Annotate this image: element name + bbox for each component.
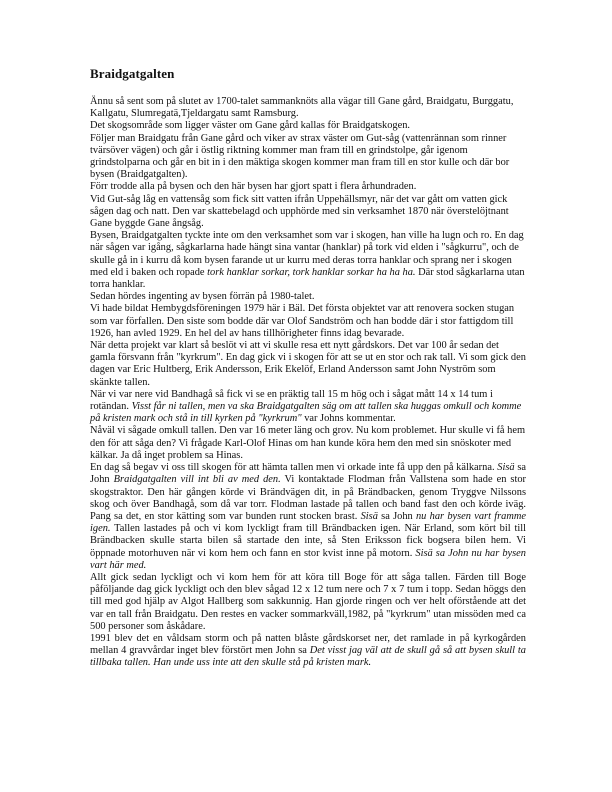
text-run: En dag så begav vi oss till skogen för att hämta tallen men vi orkade inte få upp den på kälkarna. (90, 462, 498, 474)
italic-text: Sisä (497, 462, 515, 474)
text-run: Följer man Braidgatu från Gane gård och viker av strax väster om Gut-såg (vattenrännan som rinner tvärsöver vägen) och går i östlig riktning kommer man fram till en grindstolpe, går igenom grindstolparna och går en bit in i den mäktiga skogen kommer man fram till en stor kulle och där bor bysen (Braidgatgalten). (90, 132, 510, 181)
paragraph (90, 462, 526, 572)
text-run: Där stod sågkarlarna utan torra hanklar. (90, 266, 525, 291)
paragraph (90, 181, 526, 193)
text-run: Det skogsområde som ligger väster om Gane gård kallas för Braidgatskogen. (90, 120, 411, 132)
paragraph (90, 230, 526, 291)
italic-text: tork hanklar sorkar, tork hanklar sorkar ha ha ha. (207, 266, 416, 278)
paragraph (90, 572, 526, 633)
text-run: När vi var nere vid Bandhagå så fick vi se en präktig tall 15 m hög och i sågat mått 14 x 14 tum i rotändan. (90, 388, 493, 413)
text-run: När detta projekt var klart så beslöt vi att vi skulle resa ett nytt gårdskors. Det var 100 år sedan det gamla försvann från "kyrkrum". En dag gick vi i skogen för att se ut en stor och rak tall. Vi som gick den dagen var Eric Hultberg, Erik Andersson, Erik Ekelöf, Erland Andersson samt John Nyström som skänkte tallen. (90, 340, 526, 388)
text-run: Vid Gut-såg låg en vattensåg som fick sitt vatten ifrån Uppehällsmyr, när det var gått om vatten gick sågen dag och natt. Den var skattebelagd och upphörde med sin verksamhet 1870 när överstelöjtnant Gane byggde Gane ångsåg. (90, 193, 509, 230)
paragraph (90, 303, 526, 340)
text-run: Nåväl vi sågade omkull tallen. Den var 16 meter läng och grov. Nu kom problemet. Hur skulle vi få hem den för att såga den? Vi frågade Karl-Olof Hinas om han kunde köra hem den med sin snöskoter med kälkar. Ja då inget problem sa Hinas. (90, 425, 526, 461)
italic-text: Visst får ni tallen, men va ska Braidgatgalten säg om att tallen ska huggas omkull och komme på kristen mark och stå in till kyrken på "kyrkrum" (90, 401, 522, 425)
text-run: Vi kontaktade Flodman från Vallstena som hade en stor skogstraktor. Den här gången körde vi Brändvägen dit, in på Brändbacken, genom Tryggve Nilssons skog och över Bandhagå, som då var torr. Flodman lastade på tallen och band fast den och körde iväg. Pang sa det, en stor kätting som var bunden runt stocken brast. (90, 474, 526, 522)
text-run: Tallen lastades på och vi kom lyckligt fram till Brändbacken igen. När Erland, som kört bil till Brändbacken skulle starta bilen så startade den inte, så Sten Eriksson fick bogsera bilen hem. Vi öppnade motorhuven när vi kom hem och fann en stor kvist inne på motorn. (90, 523, 526, 559)
text-run: Ännu så sent som på slutet av 1700-talet sammanknöts alla vägar till Gane gård, Braidgatu, Burggatu, Kallgatu, Slumregatä,Tjeldargatu samt Ramsburg. (90, 96, 514, 120)
paragraph (90, 194, 526, 231)
paragraph (90, 340, 526, 389)
text-run: 1991 blev det en våldsam storm och på natten blåste gårdskorset ner, det ramlade in på kyrkogården mellan 4 gravvårdar inget blev förstört men John sa (90, 632, 526, 657)
text-run: sa John (90, 462, 526, 486)
text-run: Vi hade bildat Hembygdsföreningen 1979 här i Bäl. Det första objektet var att renovera socken stugan som var förfallen. Den siste som bodde där var Olof Sandström och han bodde där i stor fattigdom till 1926, han avled 1929. En hel del av hans tillhörigheter finns idag bevarade. (90, 303, 515, 339)
text-run: Bysen, Braidgatgalten tyckte inte om den verksamhet som var i skogen, han ville ha lugn och ro. En dag när sågen var igång, sågkarlarna hade hängt sina vantar (hanklar) på tork vid elden i "sågkurru", och de skulle gå in i kurru då kom bysen farande ut ur kurru med deras torra hanklar och sprang ner i skogen med eld i baken och ropade (90, 230, 524, 278)
paragraph (90, 133, 526, 182)
text-run: Sedan hördes ingenting av bysen förrän på 1980-talet. (90, 291, 315, 303)
paragraph (90, 96, 526, 120)
paragraph (90, 120, 526, 132)
paragraph (90, 633, 526, 670)
document-title: Braidgatgalten (90, 66, 175, 81)
text-run: sa John (377, 510, 416, 522)
text-run: Förr trodde alla på bysen och den här bysen har gjort spatt i flera århundraden. (90, 181, 417, 193)
paragraph (90, 425, 526, 462)
paragraph (90, 389, 526, 426)
text-run: Allt gick sedan lyckligt och vi kom hem för att köra till Boge för att såga tallen. Färden till Boge påföljande dag gick lyckligt och den blev sågad 12 x 12 tum nere och 7 x 7 tum i topp. Sedan höggs den till med god hjälp av Algot Hallberg som sakkunnig. Han gjorde ringen och ver helt oförstående att det var en tall från Braidgatu. Den restes en vacker sommarkväll,1982, på "kyrkrum" utan missöden med ca 500 personer som åskådare. (90, 571, 526, 632)
document-body (90, 96, 526, 670)
paragraph (90, 291, 526, 303)
text-run: var Johns kommentar. (301, 413, 396, 425)
italic-text: Braidgatgalten vill int bli av med den. (113, 474, 281, 486)
italic-text: Det visst jag väl att de skull gå så att bysen skull ta tillbaka tallen. Han unde uss inte att den skulle stå på kristen mark. (90, 645, 526, 669)
italic-text: nu har bysen vart framme igen. (90, 510, 526, 535)
italic-text: Sisä sa John nu har bysen vart här med. (90, 547, 526, 571)
italic-text: Sisä (360, 510, 378, 522)
